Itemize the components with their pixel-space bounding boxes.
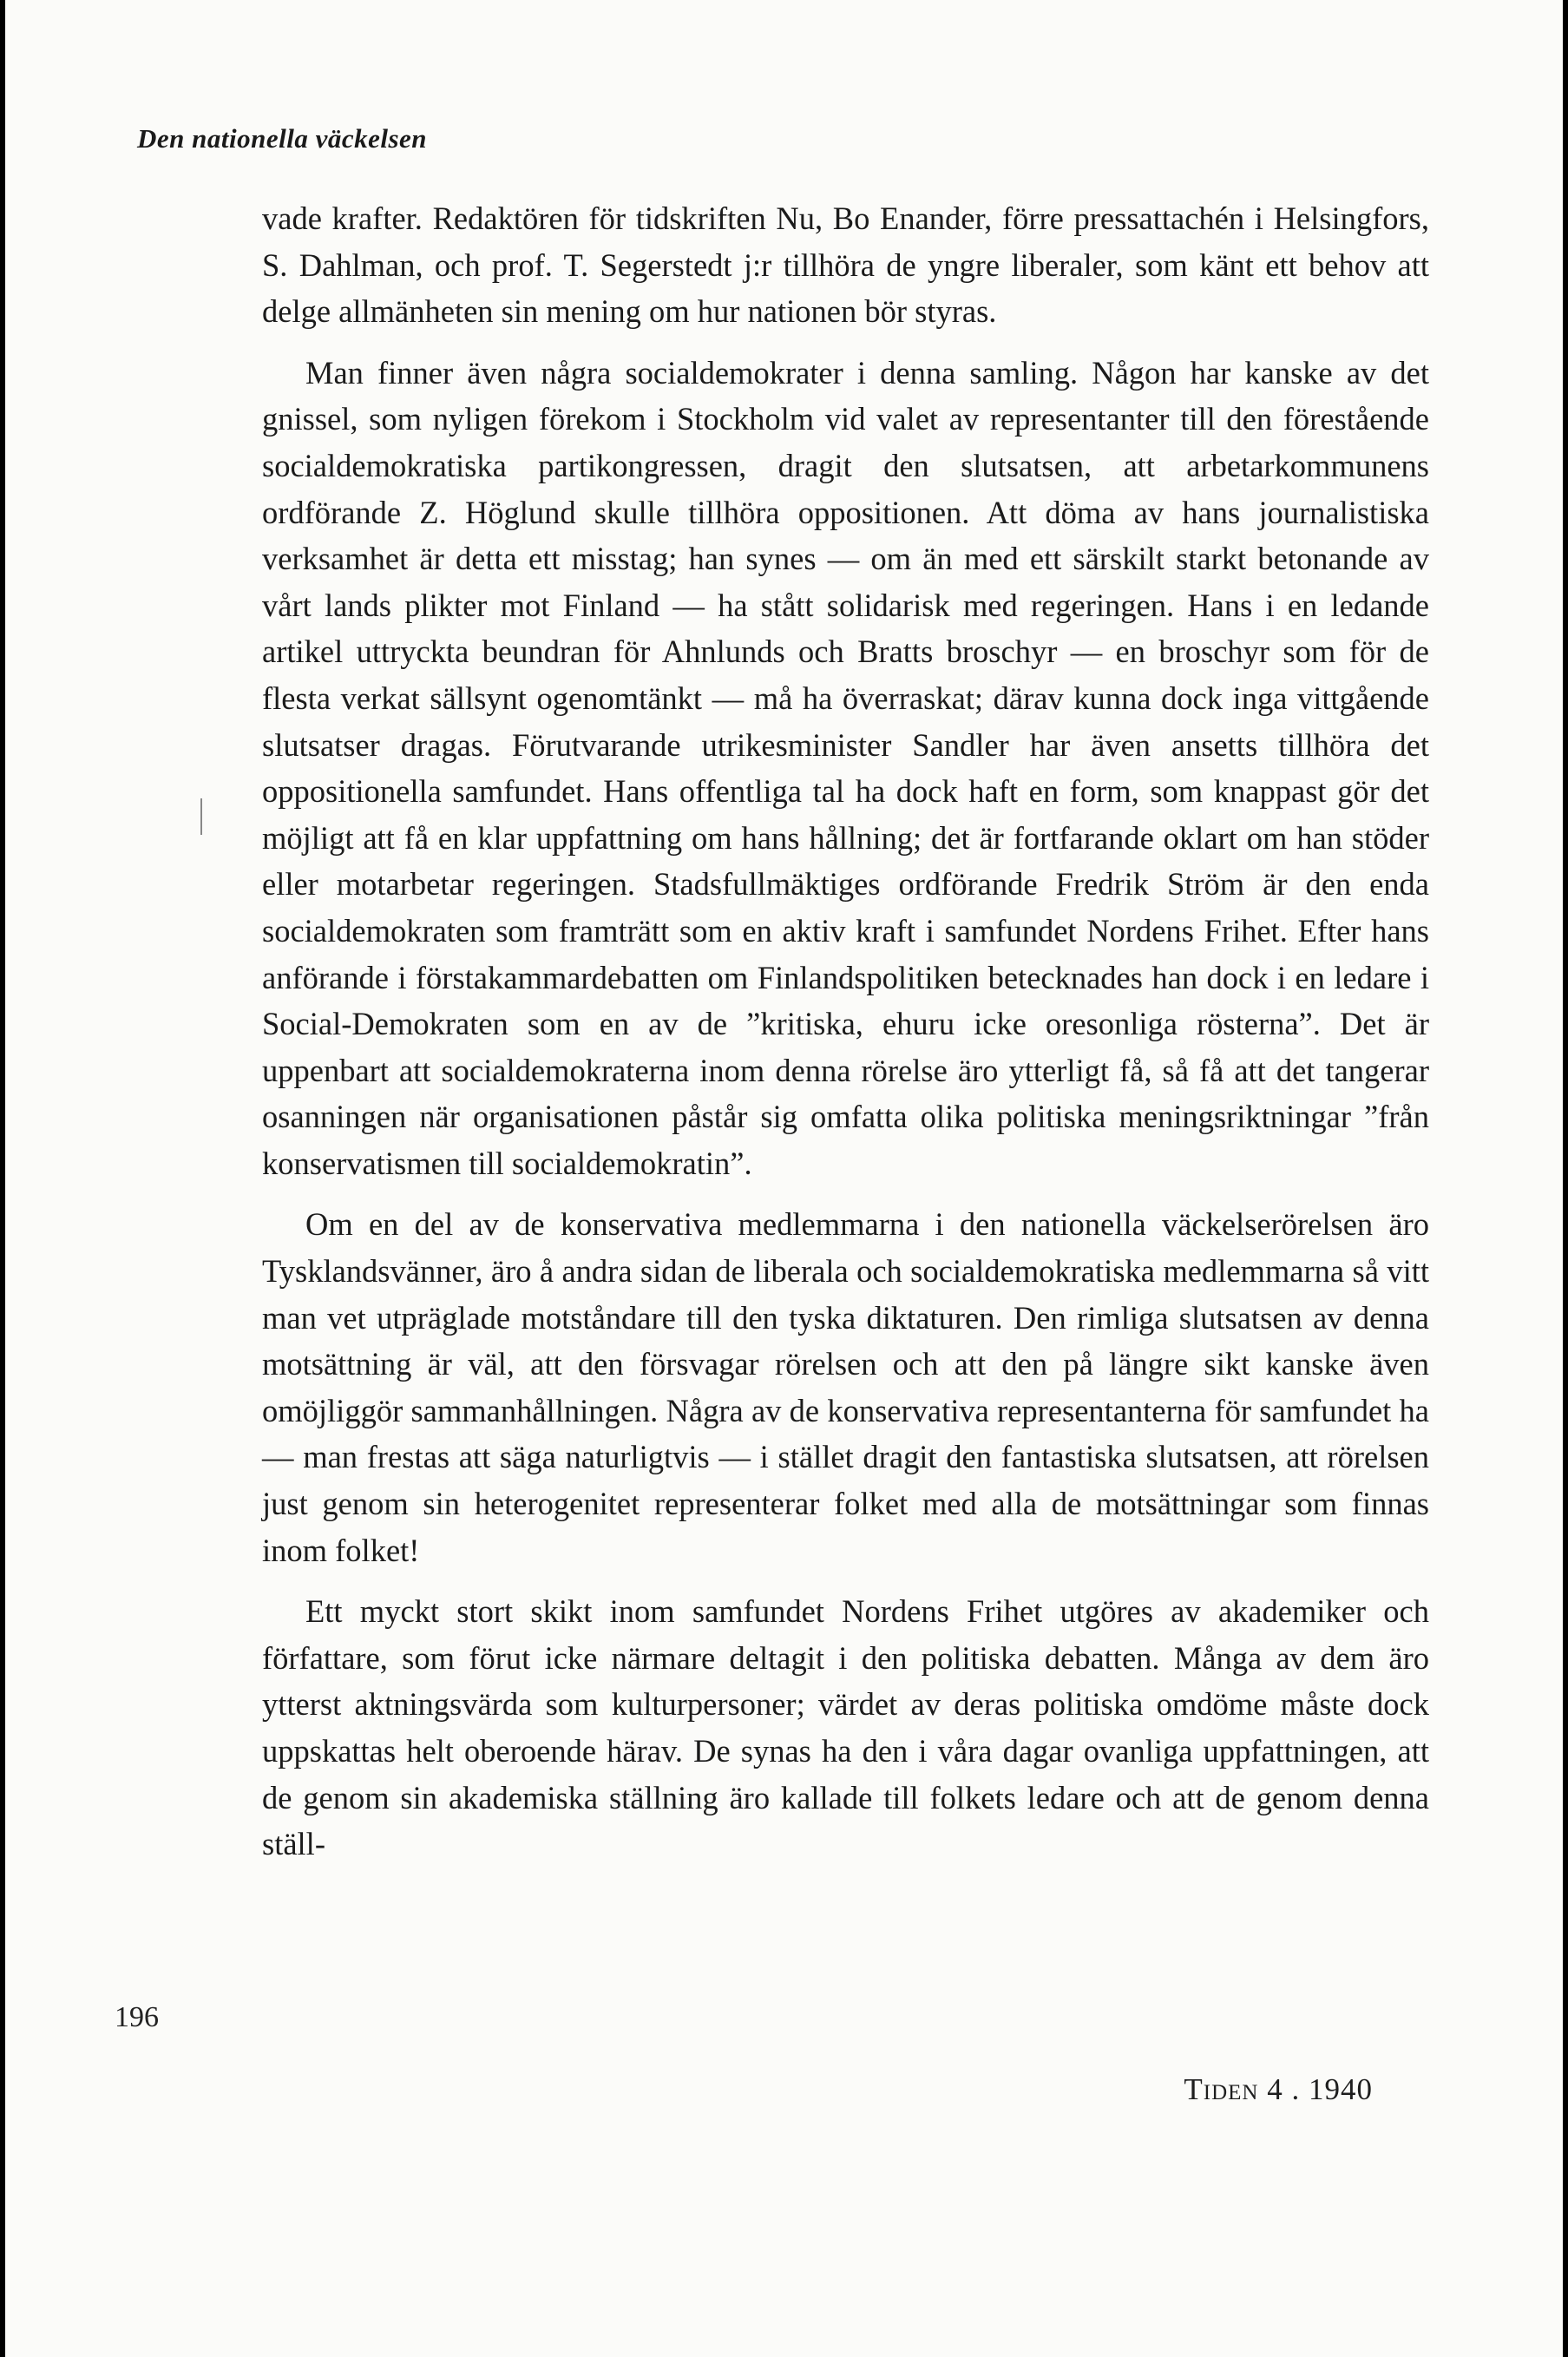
paragraph: Ett myckt stort skikt inom samfundet Nordens Frihet utgöres av akademiker och författare, som förut icke närmare deltagit i den politiska debatten. Många av dem äro ytterst aktningsvärda som kulturpersoner; värdet av deras politiska omdöme måste dock uppskattas helt oberoende härav. De synas ha den i våra dagar ovanliga uppfattningen, att de genom sin akademiska ställning äro kallade till folkets ledare och att de genom denna ställ- [262,1593,1429,1862]
journal-footer [1184,2072,1373,2107]
journal-name: Tiden [1184,2072,1259,2106]
paragraph: Man finner även några socialdemokrater i denna samling. Någon har kanske av det gnissel, som nyligen förekom i Stockholm vid valet av representanter till den förestående socialdemokratiska partikongressen, dragit den slutsatsen, att arbetarkommunens ordförande Z. Höglund skulle tillhöra oppositionen. Att döma av hans journalistiska verksamhet är detta ett misstag; han synes — om än med ett särskilt starkt betonande av vårt lands plikter mot Finland — ha stått solidarisk med regeringen. Hans i en ledande artikel uttryckta beundran för Ahnlunds och Bratts broschyr — en broschyr som för de flesta verkat sällsynt ogenomtänkt — må ha överraskat; därav kunna dock inga vittgående slutsatser dragas. Förutvarande utrikesminister Sandler har även ansetts tillhöra det oppositionella samfundet. Hans offentliga tal ha dock haft en form, som knappast gör det möjligt att få en klar uppfattning om hans hållning; det är fortfarande oklart om han stöder eller motarbetar regeringen. Stadsfullmäktiges ordförande Fredrik Ström är den enda socialdemokraten som framträtt som en aktiv kraft i samfundet Nordens Frihet. Efter hans anförande i förstakammardebatten om Finlandspolitiken betecknades han dock i en ledare i Social-Demokraten som en av de ”kritiska, ehuru icke oresonliga rösterna”. Det är uppenbart att socialdemokraterna inom denna rörelse äro ytterligt få, så få att det tangerar osanningen när organisationen påstår sig omfatta olika politiska meningsriktningar ”från konservatismen till socialdemokratin”. [262,354,1429,1181]
body-text [262,195,1429,1882]
journal-issue: 4 . 1940 [1267,2072,1373,2106]
paragraph: Om en del av de konservativa medlemmarna i den nationella väckelserörelsen äro Tysklandsvänner, äro å andra sidan de liberala och socialdemokratiska medlemmarna så vitt man vet utpräglade motståndare till den tyska diktaturen. Den rimliga slutsatsen av denna motsättning är väl, att den försvagar rörelsen och att den på längre sikt kanske även omöjliggör sammanhållningen. Några av de konservativa representanterna för samfundet ha — man frestas att säga naturligtvis — i stället dragit den fantastiska slutsatsen, att rörelsen just genom sin heterogenitet representerar folket med alla de motsättningar som finnas inom folket! [262,1206,1429,1568]
running-title: Den nationella väckelsen [137,123,428,154]
document-page [5,0,1563,2357]
margin-mark [200,798,202,835]
paragraph: vade krafter. Redaktören för tidskriften Nu, Bo Enander, förre pressattachén i Helsingfors, S. Dahlman, och prof. T. Segerstedt j:r tillhöra de yngre liberaler, som känt ett behov att delge allmänheten sin mening om hur nationen bör styras. [262,200,1429,330]
page-number: 196 [115,2001,159,2033]
